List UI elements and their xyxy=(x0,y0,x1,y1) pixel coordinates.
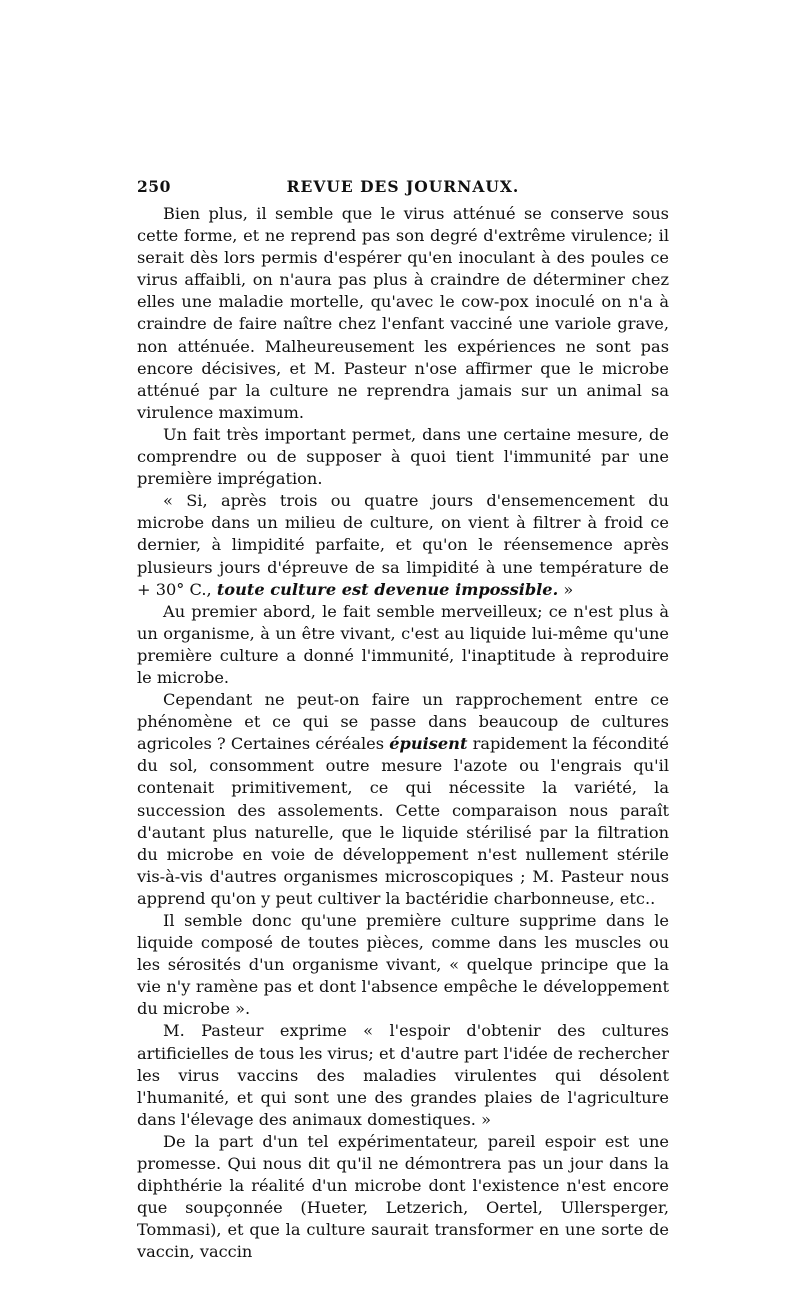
quote-culture-close: » xyxy=(558,579,574,599)
paragraph-quote-culture xyxy=(137,490,669,600)
quote-culture-text: « Si, après trois ou quatre jours d'ensemencement du microbe dans un milieu de culture, on vient à filtrer à froid ce dernier, à limpidité parfaite, et qu'on le réensemence après plusieurs jours d'épreuve de sa limpidité à une température de + 30° C., xyxy=(137,491,669,599)
paragraph-premier-abord: Au premier abord, le fait semble merveilleux; ce n'est plus à un organisme, à un être vivant, c'est au liquide lui-même qu'une première culture a donné l'immunité, l'inaptitude à reproduire le microbe. xyxy=(137,601,669,687)
paragraph-virus-attenue: Bien plus, il semble que le virus atténué se conserve sous cette forme, et ne reprend pas son degré d'extrême virulence; il serait dès lors permis d'espérer qu'en inoculant à des poules ce virus affaibli, on n'aura pas plus à craindre de déterminer chez elles une maladie mortelle, qu'avec le cow-pox inoculé on n'a à craindre de faire naître chez l'enfant vacciné une variole grave, non atténuée. Malheureusement les expériences ne sont pas encore décisives, et M. Pasteur n'ose affirmer que le microbe atténué par la culture ne reprendra jamais sur un animal sa virulence maximum. xyxy=(137,204,669,422)
page-number: 250 xyxy=(137,177,171,196)
paragraph-experimentateur: De la part d'un tel expérimentateur, pareil espoir est une promesse. Qui nous dit qu'il ne démontrera pas un jour dans la diphthérie la réalité d'un microbe dont l'existence n'est encore que soupçonnée (Hueter, Letzerich, Oertel, Ullersperger, Tommasi), et que la culture saurait transformer en une sorte de vaccin, vaccin xyxy=(137,1131,669,1262)
rapprochement-before: Cependant ne peut-on faire un rapprochement entre ce phénomène et ce qui se passe dans beaucoup de cultures agricoles ? Certaines céréales xyxy=(137,690,669,754)
paragraph-pasteur-espoir: M. Pasteur exprime « l'espoir d'obtenir des cultures artificielles de tous les virus; et d'autre part l'idée de rechercher les virus vaccins des maladies virulentes qui désolent l'humanité, et qui sont une des grandes plaies de l'agriculture dans l'élevage des animaux domestiques. » xyxy=(137,1021,669,1129)
paragraph-premiere-culture: Il semble donc qu'une première culture supprime dans le liquide composé de toutes pièces, comme dans les muscles ou les sérosités d'un organisme vivant, « quelque principe que la vie n'y ramène pas et dont l'absence empêche le développement du microbe ». xyxy=(137,911,669,1019)
paragraph-fait-important: Un fait très important permet, dans une certaine mesure, de comprendre ou de supposer à quoi tient l'immunité par une première imprégation. xyxy=(137,424,669,489)
rapprochement-emphasis: épuisent xyxy=(389,734,468,754)
rapprochement-after: rapidement la fécondité du sol, consomment outre mesure l'azote ou l'engrais qu'il contenait primitivement, ce qui nécessite la variété, la succession des assolements. Cette comparaison nous paraît d'autant plus naturelle, que le liquide stérilisé par la filtration du microbe en voie de développement n'est nullement stérile vis-à-vis d'autres organismes microscopiques ; M. Pasteur nous apprend qu'on y peut cultiver la bactéridie charbonneuse, etc.. xyxy=(137,734,669,908)
paragraph-rapprochement xyxy=(137,689,669,910)
page-header xyxy=(137,177,669,203)
quote-culture-emphasis: toute culture est devenue impossible. xyxy=(216,579,559,599)
book-page xyxy=(137,177,669,1264)
article-body xyxy=(137,203,669,1264)
running-title: REVUE DES JOURNAUX. xyxy=(286,177,520,196)
